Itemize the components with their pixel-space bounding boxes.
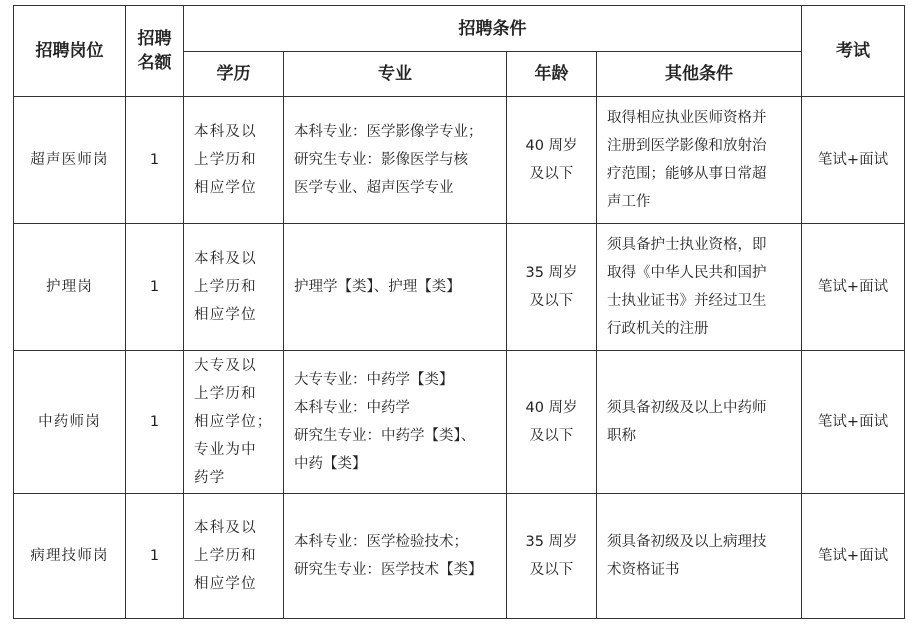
table-row xyxy=(14,97,905,224)
age-line: 及以下 xyxy=(529,293,574,309)
age-line: 35 周岁 xyxy=(525,265,578,281)
other-line: 术资格证书 xyxy=(607,562,680,578)
table-row xyxy=(14,351,905,494)
header-position: 招聘岗位 xyxy=(14,6,126,97)
cell-exam: 笔试+面试 xyxy=(802,351,905,494)
cell-position: 中药师岗 xyxy=(14,351,126,494)
cell-education xyxy=(184,351,284,494)
education-line: 本科及以 xyxy=(194,251,257,267)
major-line: 研究生专业：中药学【类】、 xyxy=(294,428,476,444)
education-line: 大专及以 xyxy=(194,358,257,374)
header-major: 专业 xyxy=(284,52,507,97)
education-line: 专业为中 xyxy=(194,442,257,458)
other-line: 士执业证书》并经过卫生 xyxy=(607,293,767,309)
other-line: 行政机关的注册 xyxy=(607,321,709,337)
other-line: 取得相应执业医师资格并 xyxy=(607,110,767,126)
other-line: 疗范围；能够从事日常超 xyxy=(607,166,767,182)
cell-age xyxy=(507,494,597,619)
other-line: 职称 xyxy=(607,428,636,444)
major-line: 医学专业、超声医学专业 xyxy=(294,180,454,196)
table-body xyxy=(14,97,905,619)
major-line: 大专专业：中药学【类】 xyxy=(294,372,454,388)
table-row xyxy=(14,224,905,351)
cell-age xyxy=(507,97,597,224)
cell-position: 病理技师岗 xyxy=(14,494,126,619)
other-line: 须具备初级及以上病理技 xyxy=(607,534,767,550)
age-line: 35 周岁 xyxy=(525,534,578,550)
cell-other xyxy=(597,224,802,351)
education-line: 上学历和 xyxy=(194,548,257,564)
header-other: 其他条件 xyxy=(597,52,802,97)
cell-position: 护理岗 xyxy=(14,224,126,351)
education-line: 药学 xyxy=(194,470,226,486)
cell-major xyxy=(284,97,507,224)
header-conditions: 招聘条件 xyxy=(184,6,802,52)
major-line: 本科专业：医学影像学专业； xyxy=(294,124,483,140)
cell-age xyxy=(507,224,597,351)
major-line: 研究生专业：影像医学与核 xyxy=(294,152,468,168)
education-line: 上学历和 xyxy=(194,152,257,168)
cell-other xyxy=(597,494,802,619)
education-line: 本科及以 xyxy=(194,124,257,140)
education-line: 上学历和 xyxy=(194,279,257,295)
cell-quota: 1 xyxy=(126,224,184,351)
education-line: 相应学位 xyxy=(194,180,257,196)
header-quota-line1: 招聘 xyxy=(137,29,172,49)
header-quota xyxy=(126,6,184,97)
recruitment-table-container xyxy=(13,5,905,619)
age-line: 及以下 xyxy=(529,562,574,578)
cell-quota: 1 xyxy=(126,494,184,619)
major-line: 本科专业：中药学 xyxy=(294,400,410,416)
other-line: 注册到医学影像和放射治 xyxy=(607,138,767,154)
age-line: 及以下 xyxy=(529,428,574,444)
education-line: 相应学位 xyxy=(194,307,257,323)
cell-education xyxy=(184,224,284,351)
cell-education xyxy=(184,97,284,224)
cell-exam: 笔试+面试 xyxy=(802,494,905,619)
other-line: 取得《中华人民共和国护 xyxy=(607,265,767,281)
cell-education xyxy=(184,494,284,619)
major-line: 中药【类】 xyxy=(294,456,367,472)
other-line: 声工作 xyxy=(607,194,651,210)
cell-quota: 1 xyxy=(126,97,184,224)
recruitment-table xyxy=(13,5,905,619)
cell-major xyxy=(284,224,507,351)
age-line: 40 周岁 xyxy=(525,138,578,154)
header-age: 年龄 xyxy=(507,52,597,97)
cell-other xyxy=(597,351,802,494)
major-line: 本科专业：医学检验技术； xyxy=(294,534,468,550)
other-line: 须具备护士执业资格，即 xyxy=(607,237,767,253)
education-line: 相应学位 xyxy=(194,576,257,592)
table-row xyxy=(14,494,905,619)
age-line: 及以下 xyxy=(529,166,574,182)
cell-exam: 笔试+面试 xyxy=(802,97,905,224)
major-line: 护理学【类】、护理【类】 xyxy=(294,279,461,295)
other-line: 须具备初级及以上中药师 xyxy=(607,400,767,416)
major-line: 研究生专业：医学技术【类】 xyxy=(294,562,483,578)
education-line: 上学历和 xyxy=(194,386,257,402)
cell-age xyxy=(507,351,597,494)
education-line: 本科及以 xyxy=(194,520,257,536)
cell-major xyxy=(284,351,507,494)
table-header xyxy=(14,6,905,97)
cell-quota: 1 xyxy=(126,351,184,494)
cell-major xyxy=(284,494,507,619)
header-quota-line2: 名额 xyxy=(137,53,172,73)
age-line: 40 周岁 xyxy=(525,400,578,416)
header-education: 学历 xyxy=(184,52,284,97)
education-line: 相应学位； xyxy=(194,414,273,430)
cell-exam: 笔试+面试 xyxy=(802,224,905,351)
cell-position: 超声医师岗 xyxy=(14,97,126,224)
header-exam: 考试 xyxy=(802,6,905,97)
cell-other xyxy=(597,97,802,224)
